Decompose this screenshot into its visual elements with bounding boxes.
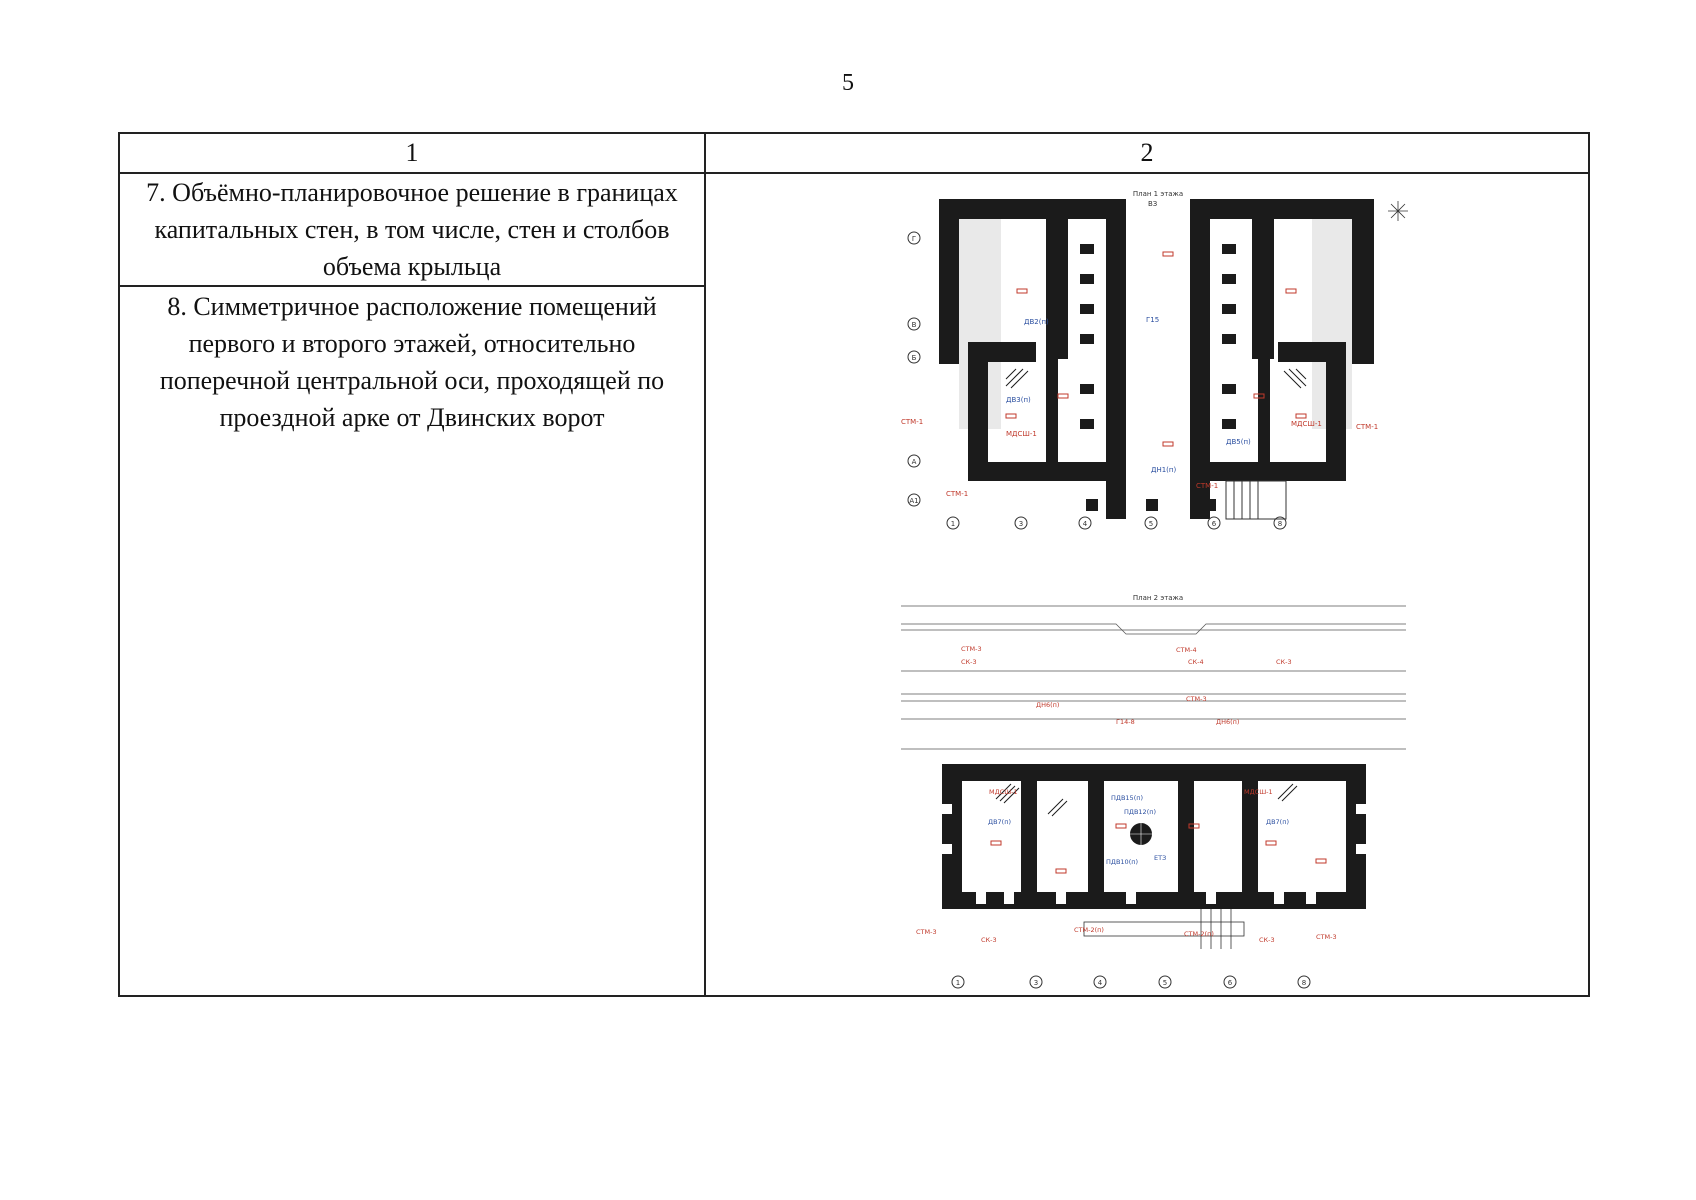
table-row-7-text: 7. Объёмно-планировочное решение в границах капитальных стен, в том числе, стен и столбов объема крыльца xyxy=(146,178,678,281)
axis-label: 5 xyxy=(1162,979,1168,987)
floor-2-label: СТМ-3 xyxy=(1186,695,1207,703)
floor-2-title: План 2 этажа xyxy=(1132,594,1184,602)
floor-2-label: ПДВ12(п) xyxy=(1124,808,1157,816)
axis-label: Г xyxy=(911,235,917,243)
floor-1-label: Г15 xyxy=(1146,316,1160,324)
floor-1-label: ДВ5(п) xyxy=(1226,438,1251,446)
axis-label: Б xyxy=(911,354,917,362)
header-cell-2: 2 xyxy=(1140,138,1154,167)
axis-label: 4 xyxy=(1097,979,1103,987)
axis-label: 1 xyxy=(955,979,961,987)
floor-2-label: СТМ-3 xyxy=(916,928,937,936)
floor-1-label: СТМ-1 xyxy=(1196,482,1219,490)
floor-2-label: ЕТЗ xyxy=(1154,854,1167,862)
floor-1-label: ВЗ xyxy=(1148,200,1158,208)
row-divider xyxy=(120,285,704,287)
floor-1-plan xyxy=(901,190,1408,529)
floor-2-label: ПДВ15(п) xyxy=(1111,794,1144,802)
floor-2-label: СТМ-2(п) xyxy=(1074,926,1104,934)
floor-plans-drawing xyxy=(706,174,1590,997)
floor-2-label: СТМ-2(п) xyxy=(1184,930,1214,938)
floor-1-label: ДВ3(п) xyxy=(1006,396,1031,404)
axis-label: А1 xyxy=(909,497,919,505)
axis-label: В xyxy=(911,321,917,329)
floor-2-label: ДВ7(п) xyxy=(1266,818,1289,826)
axis-label: 8 xyxy=(1277,520,1283,528)
axis-label: 3 xyxy=(1018,520,1024,528)
floor-2-label: ПДВ10(п) xyxy=(1106,858,1139,866)
floor-1-label: МДСШ-1 xyxy=(1006,430,1037,438)
axis-label: 6 xyxy=(1211,520,1217,528)
axis-label: 3 xyxy=(1033,979,1039,987)
floor-2-label: ДВ7(п) xyxy=(988,818,1011,826)
floor-2-label: СТМ-3 xyxy=(1316,933,1337,941)
floor-2-label: ДН6(п) xyxy=(1036,701,1060,709)
floor-1-title: План 1 этажа xyxy=(1132,190,1184,198)
axis-label: 5 xyxy=(1148,520,1154,528)
floor-2-label: СК-3 xyxy=(1259,936,1275,944)
page-number: 5 xyxy=(842,70,854,96)
floor-2-label: СК-4 xyxy=(1188,658,1204,666)
floor-2-label: СК-3 xyxy=(961,658,977,666)
floor-1-label: СТМ-1 xyxy=(901,418,924,426)
floor-2-plan xyxy=(901,594,1406,988)
document-table xyxy=(118,132,1590,997)
floor-1-label: МДСШ-1 xyxy=(1291,420,1322,428)
axis-label: 4 xyxy=(1082,520,1088,528)
floor-1-label: СТМ-1 xyxy=(1356,423,1379,431)
floor-1-label: ДН1(п) xyxy=(1151,466,1177,474)
floor-2-label: СК-3 xyxy=(1276,658,1292,666)
floor-plans-cell xyxy=(706,174,1590,997)
floor-1-label: ДВ2(п) xyxy=(1024,318,1049,326)
floor-2-label: СТМ-3 xyxy=(961,645,982,653)
floor-2-label: ДН6(п) xyxy=(1216,718,1240,726)
axis-label: 8 xyxy=(1301,979,1307,987)
table-header-row xyxy=(120,134,1588,174)
axis-label: 6 xyxy=(1227,979,1233,987)
header-cell-1: 1 xyxy=(405,138,419,167)
table-row-8-text: 8. Симметричное расположение помещений первого и второго этажей, относительно поперечной центральной оси, проходящей по проездной арке от Двинских ворот xyxy=(159,292,665,432)
north-arrow-icon xyxy=(1388,201,1408,221)
floor-2-label: СТМ-4 xyxy=(1176,646,1197,654)
axis-label: А xyxy=(911,458,917,466)
axis-label: 1 xyxy=(950,520,956,528)
floor-2-label: МДСШ-1 xyxy=(989,788,1018,796)
floor-1-label: СТМ-1 xyxy=(946,490,969,498)
floor-2-label: СК-3 xyxy=(981,936,997,944)
floor-2-label: Г14-8 xyxy=(1116,718,1135,726)
floor-2-label: МДСШ-1 xyxy=(1244,788,1273,796)
